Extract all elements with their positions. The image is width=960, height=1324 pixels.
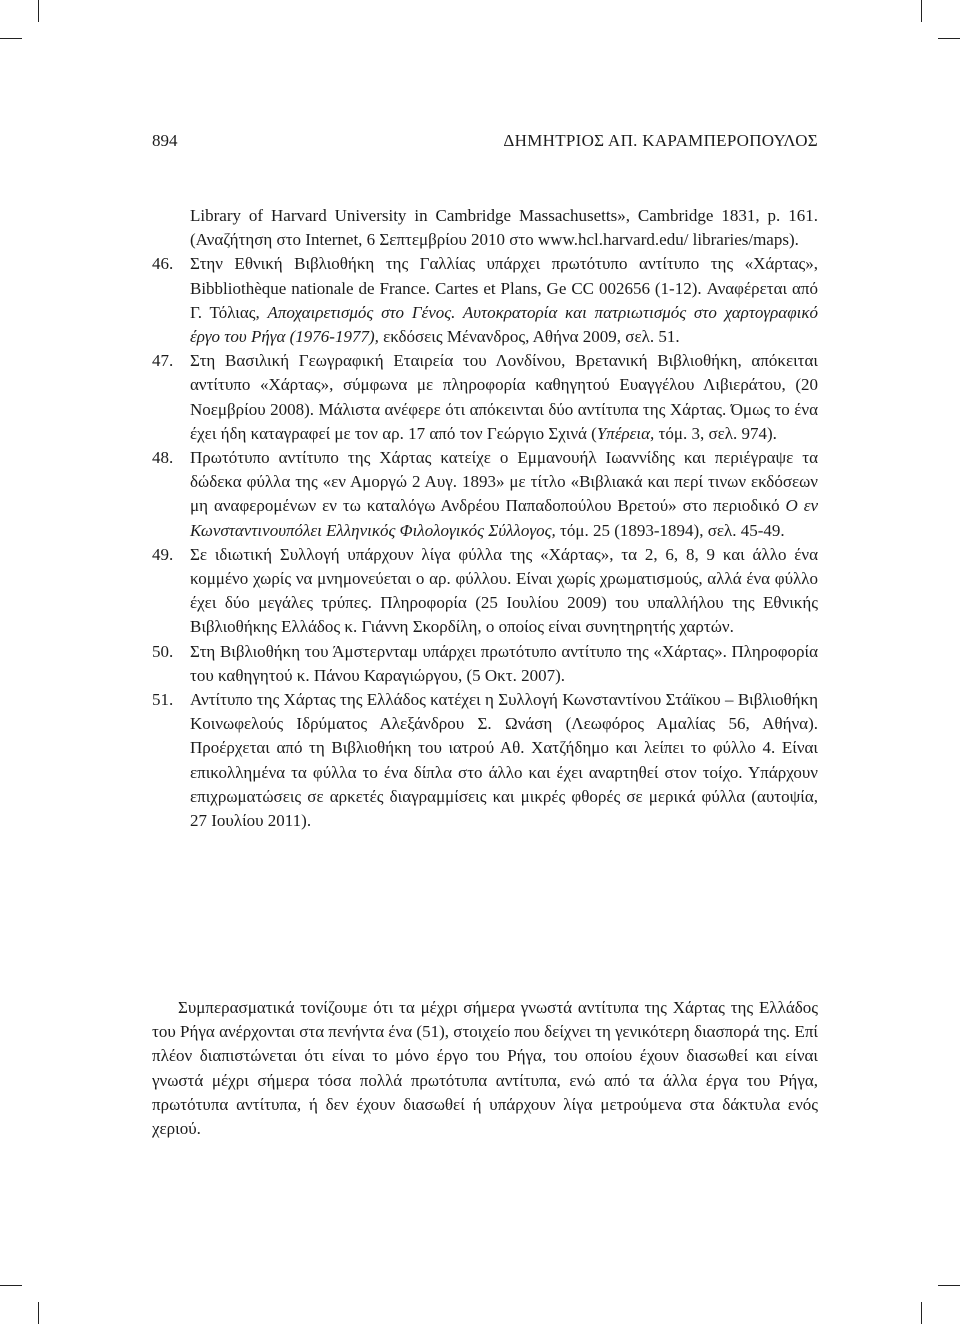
footnote-text: τόμ. 3, σελ. 974). [658,423,777,443]
footnote-italic-title: Ο εν Κωνσταντινουπόλει Ελληνικός Φιλολογικός Σύλλογος, [190,496,819,540]
footnote-45-continuation [152,204,818,252]
footnote-49 [152,543,818,640]
footnote-50 [152,640,818,688]
footnote-51 [152,688,818,833]
crop-mark-bottom-right-h [938,1285,960,1286]
footnote-text: Στη Βασιλική Γεωγραφική Εταιρεία του Λονδίνου, Βρετανική Βιβλιοθήκη, απόκειται αντίτυπο «Χάρτας», σύμφωνα με πληροφορία καθηγητού Ευαγγέλου Λιβιεράτου, (20 Νοεμβρίου 2008). Μάλιστα ανέφερε ότι απόκεινται δύο αντίτυπα της Χάρτας. Όμως το ένα έχει ήδη καταγραφεί με τον αρ. 17 από τον Γεώργιο Σχινά ( [190,351,818,443]
footnotes [152,204,818,833]
crop-mark-top-left-h [0,38,22,39]
footnote-47 [152,349,818,446]
footnote-text: Στην Εθνική Βιβλιοθήκη της Γαλλίας υπάρχει πρωτότυπο αντίτυπο της «Χάρτας», Bibbliothèque nationale de France. Cartes et Plans, Ge CC 002656 (1-12). Αναφέρεται από Γ. Τόλιας, [190,254,818,322]
footnote-text: Library of Harvard University in Cambridge Massachusetts», Cambridge 1831, p. 161. (Αναζήτηση στο Internet, 6 Σεπτεμβρίου 2010 στο www.hcl.harvard.edu/ libraries/maps). [190,206,818,250]
body-paragraph: Συμπερασματικά τονίζουμε ότι τα μέχρι σήμερα γνωστά αντίτυπα της Χάρτας της Ελλάδος του Ρήγα ανέρχονται στα πενήντα ένα (51), στοιχείο που δείχνει τη γενικότερη διασπορά της. Επί πλέον διαπιστώνεται ότι είναι το μόνο έργο του Ρήγα, του οποίου έχουν διασωθεί και είναι γνωστά μέχρι σήμερα τόσα πολλά πρωτότυπα αντίτυπα, ενώ από τα άλλα έργα του Ρήγα, πρωτότυπα αντίτυπα, ή δεν έχουν διασωθεί ή υπάρχουν λίγα μετρούμενα στα δάκτυλα ενός χεριού. [152,998,818,1139]
footnote-text: τόμ. 25 (1893-1894), σελ. 45-49. [560,520,785,540]
footnote-text: Πρωτότυπο αντίτυπο της Χάρτας κατείχε ο Εμμανουήλ Ιωαννίδης και περιέγραψε τα δώδεκα φύλλα της «εν Αμοργώ 2 Αυγ. 1893» με τίτλο «Βιβλιακά και περί τινων εκδόσεων μη αναφερομένων εν τω καταλόγω Ανδρέου Παπαδοπούλου Βρετού» στο περιοδικό [190,448,818,516]
footnote-italic-title: Υπέρεια, [596,423,655,443]
footnote-48 [152,446,818,543]
footnote-text: εκδόσεις Μένανδρος, Αθήνα 2009, σελ. 51. [383,327,680,347]
crop-mark-bottom-left-v [38,1302,39,1324]
footnote-number: 51. [152,690,174,710]
crop-mark-top-left-v [38,0,39,22]
crop-mark-bottom-left-h [0,1285,22,1286]
crop-mark-top-right-v [921,0,922,22]
footnote-text: Σε ιδιωτική Συλλογή υπάρχουν λίγα φύλλα της «Χάρτας», τα 2, 6, 8, 9 και άλλο ένα κομμένο χωρίς να μνημονεύεται ο αρ. φύλλου. Είναι χωρίς χρωματισμούς, αλλά ένα φύλλο έχει δύο μεγάλες τρύπες. Πληροφορία (25 Ιουλίου 2009) του υπαλλήλου της Εθνικής Βιβλιοθήκης Ελλάδος κ. Γιάννη Σκορδίλη, ο οποίος είναι συνητηρητής χαρτών. [190,544,818,637]
footnote-number: 47. [152,351,174,371]
footnote-number: 49. [152,544,174,564]
page-header [152,128,818,154]
page-number: 894 [152,131,178,150]
running-head: ΔΗΜΗΤΡΙΟΣ ΑΠ. ΚΑΡΑΜΠΕΡΟΠΟΥΛΟΣ [503,131,818,150]
footnote-46 [152,252,818,349]
footnote-text: Στη Βιβλιοθήκη του Άμστερνταμ υπάρχει πρωτότυπο αντίτυπο της «Χάρτας». Πληροφορία του καθηγητού κ. Πάνου Καραγιώργου, (5 Οκτ. 2007). [190,641,818,685]
crop-mark-top-right-h [938,38,960,39]
footnote-number: 46. [152,254,174,274]
footnote-italic-title: Αποχαιρετισμός στο Γένος. Αυτοκρατορία και πατριωτισμός στο χαρτογραφικό έργο του Ρήγα (1976-1977), [190,302,819,347]
footnote-text: Αντίτυπο της Χάρτας της Ελλάδος κατέχει η Συλλογή Κωνσταντίνου Στάϊκου – Βιβλιοθήκη Κοινωφελούς Ιδρύματος Αλεξάνδρου Σ. Ωνάση (Λεωφόρος Αμαλίας 56, Αθήνα). Προέρχεται από τη Βιβλιοθήκη του ιατρού Αθ. Χατζήδημο και λείπει το φύλλο 4. Είναι επικολλημένα τα φύλλα το ένα δίπλα στο άλλο και έχει αναρτηθεί στον τοίχο. Υπάρχουν επιχρωματώσεις σε αρκετές διαγραμμίσεις και μικρές φθορές σε μερικά φύλλα (αυτοψία, 27 Ιουλίου 2011). [190,690,818,831]
footnote-number: 50. [152,641,174,661]
crop-mark-bottom-right-v [921,1302,922,1324]
footnote-number: 48. [152,448,174,468]
